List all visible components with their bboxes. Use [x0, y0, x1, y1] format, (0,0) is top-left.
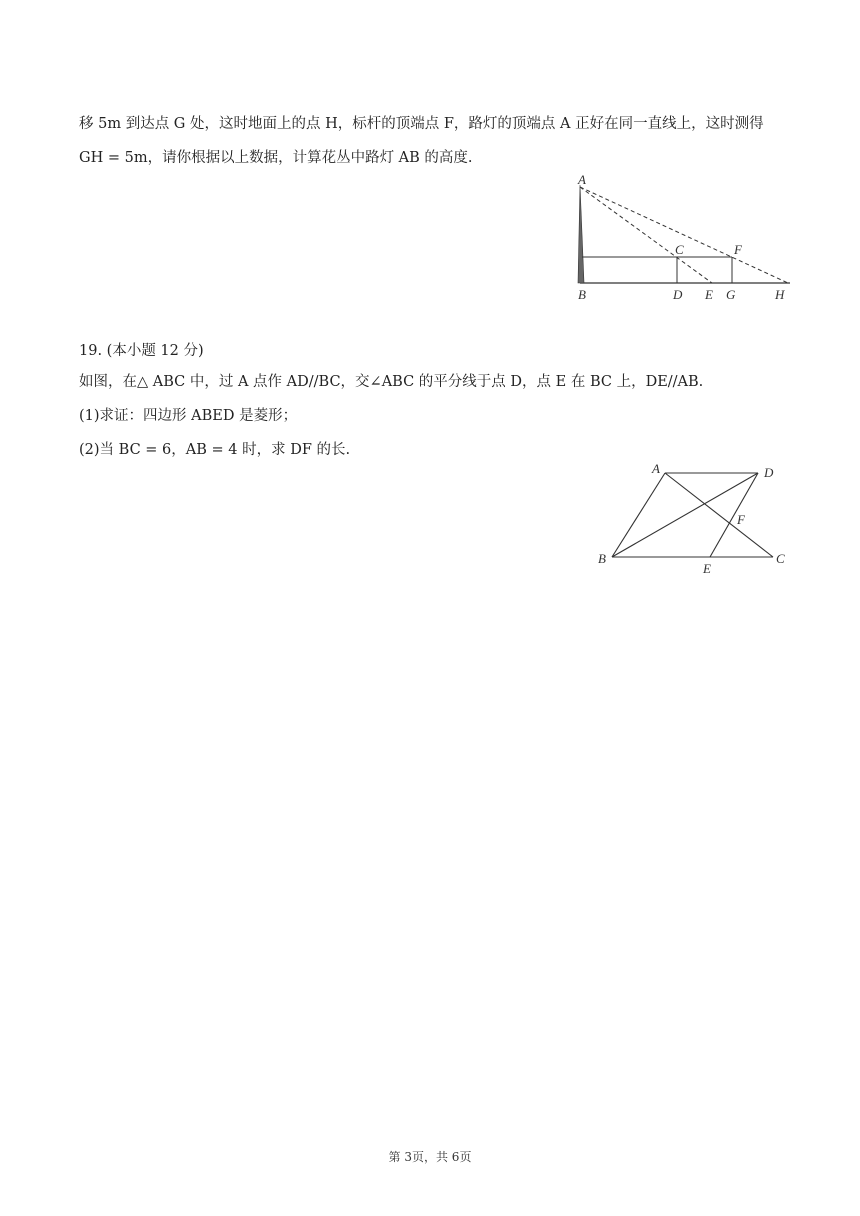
q18-text-line2: GH = 5m，请你根据以上数据，计算花丛中路灯 AB 的高度. [79, 150, 473, 166]
label-C: C [776, 551, 785, 566]
label-A: A [652, 461, 660, 476]
label-G: G [726, 287, 736, 302]
label-H: H [775, 287, 785, 302]
label-F: F [734, 242, 742, 257]
q18-text-line1: 移 5m 到达点 G 处，这时地面上的点 H，标杆的顶端点 F，路灯的顶端点 A 正好在同一直线上，这时测得 [79, 116, 764, 132]
lamp-figure [570, 170, 800, 305]
label-F: F [737, 512, 745, 527]
label-B: B [578, 287, 586, 302]
q19-header: 19. (本小题 12 分) [79, 343, 204, 359]
label-B: B [598, 551, 606, 566]
q19-part1: (1)求证：四边形 ABED 是菱形； [79, 408, 298, 424]
label-D: D [764, 465, 774, 480]
label-E: E [705, 287, 713, 302]
page-footer: 第 3页，共 6页 [388, 1150, 472, 1164]
q19-stem: 如图，在△ ABC 中，过 A 点作 AD//BC，交∠ABC 的平分线于点 D，点 E 在 BC 上，DE//AB. [79, 374, 704, 390]
label-A: A [578, 172, 586, 187]
label-D: D [673, 287, 683, 302]
label-C: C [675, 242, 684, 257]
label-E: E [703, 561, 711, 576]
rhombus-figure [590, 455, 800, 580]
q19-part2: (2)当 BC = 6，AB = 4 时，求 DF 的长. [79, 442, 351, 458]
